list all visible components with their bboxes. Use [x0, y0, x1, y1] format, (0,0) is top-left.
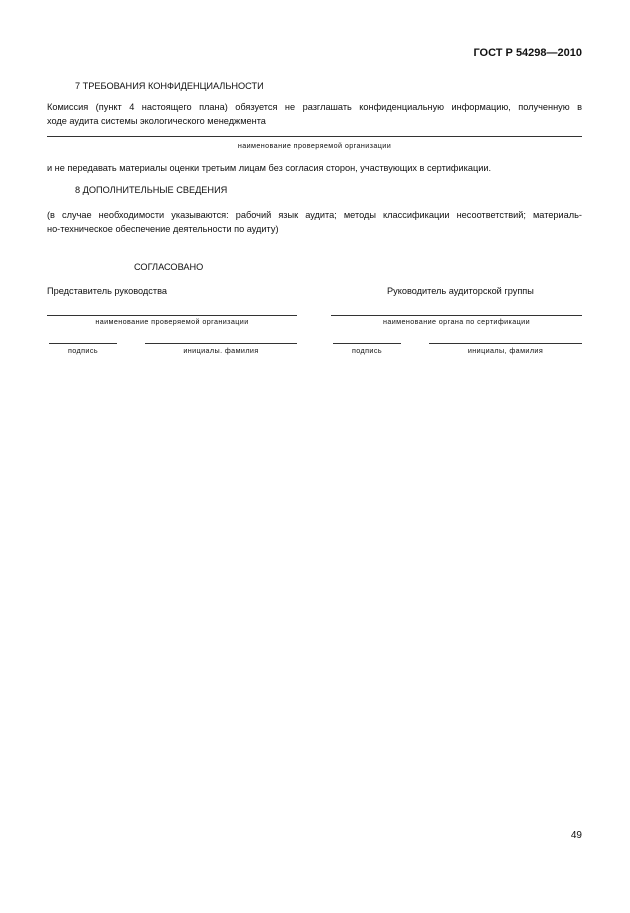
- left-name-field[interactable]: [145, 343, 297, 344]
- right-signature-field[interactable]: [333, 343, 401, 344]
- left-name-caption: инициалы. фамилия: [183, 346, 259, 355]
- section7-heading: 7 ТРЕБОВАНИЯ КОНФИДЕНЦИАЛЬНОСТИ: [75, 81, 264, 91]
- approval-title: СОГЛАСОВАНО: [134, 262, 204, 272]
- left-label: Представитель руководства: [47, 286, 167, 296]
- section8-heading: 8 ДОПОЛНИТЕЛЬНЫЕ СВЕДЕНИЯ: [75, 185, 228, 195]
- section7-line2: ходе аудита системы экологического менеджмента: [47, 116, 266, 126]
- standard-number: ГОСТ Р 54298—2010: [473, 47, 582, 59]
- right-signature-caption: подпись: [352, 346, 382, 355]
- org-name-field[interactable]: [47, 136, 582, 137]
- right-org-caption: наименование органа по сертификации: [382, 317, 531, 326]
- left-org-caption: наименование проверяемой организации: [95, 317, 249, 326]
- left-signature-field[interactable]: [49, 343, 117, 344]
- left-org-field[interactable]: [47, 315, 297, 316]
- section7-line1: Комиссия (пункт 4 настоящего плана) обязуется не разглашать конфиденциальную информацию, полученную в: [47, 102, 582, 112]
- right-org-field[interactable]: [331, 315, 582, 316]
- right-name-field[interactable]: [429, 343, 582, 344]
- right-label: Руководитель аудиторской группы: [387, 286, 534, 296]
- section8-line2: но-техническое обеспечение деятельности по аудиту): [47, 224, 279, 234]
- right-name-caption: инициалы, фамилия: [467, 346, 544, 355]
- org-name-caption: наименование проверяемой организации: [237, 141, 392, 150]
- section7-line3: и не передавать материалы оценки третьим лицам без согласия сторон, участвующих в сертификации.: [47, 163, 492, 173]
- page-number: 49: [570, 830, 582, 841]
- section8-line1: (в случае необходимости указываются: рабочий язык аудита; методы классификации несоответствий; материаль-: [47, 210, 582, 220]
- left-signature-caption: подпись: [68, 346, 98, 355]
